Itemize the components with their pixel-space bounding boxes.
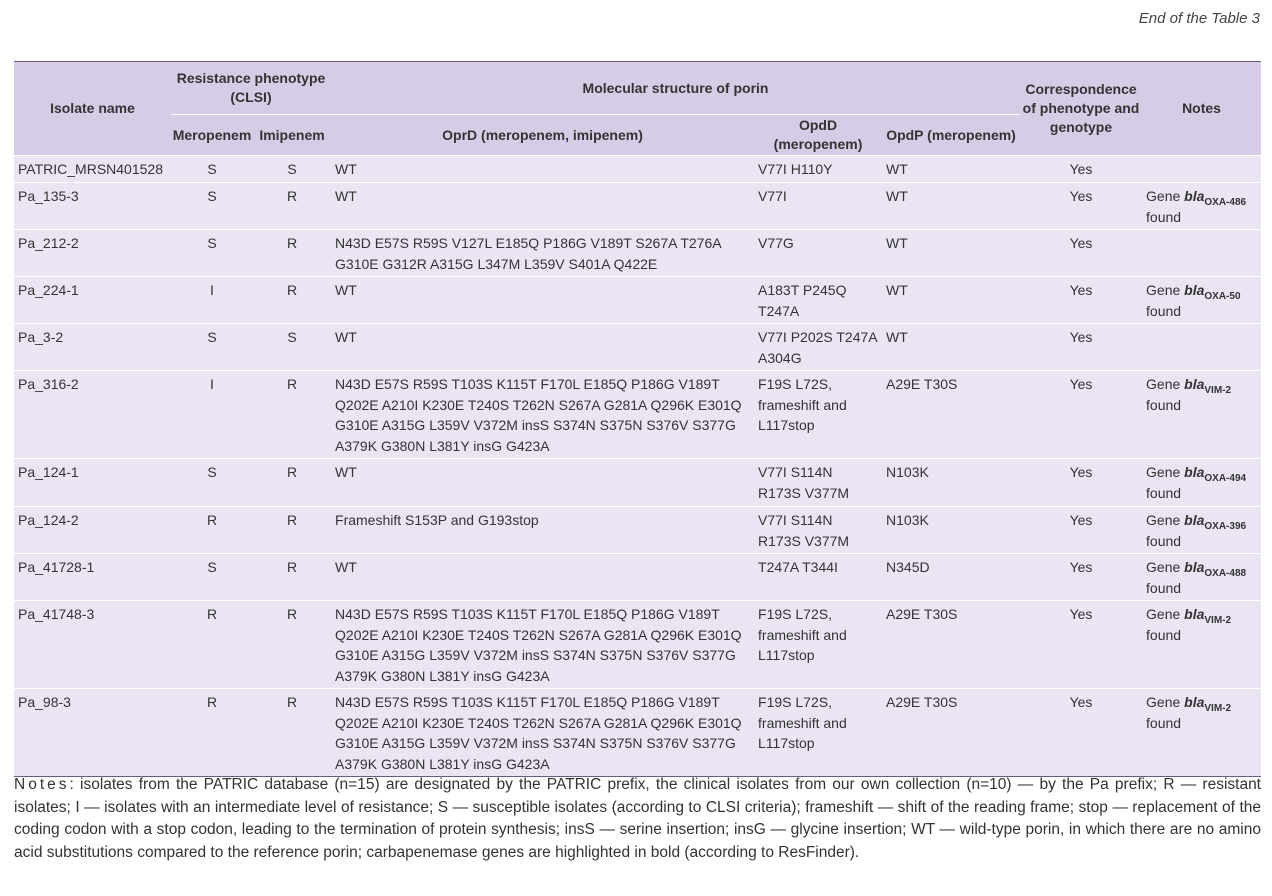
table-container — [14, 61, 1261, 777]
imipenem-cell: R — [286, 376, 298, 392]
gene-variant: VIM-2 — [1204, 615, 1232, 626]
header-opdp: OpdP (meropenem) — [882, 115, 1020, 156]
gene-found: found — [1146, 714, 1182, 731]
meropenem-cell: S — [207, 161, 217, 177]
oprd-cell: N43D E57S R59S V127L E185Q P186G V189T S267A T276A G310E G312R A315G L347M L359V S401A Q422E — [335, 235, 721, 272]
correspondence-cell: Yes — [1069, 161, 1093, 177]
gene-prefix: Gene — [1146, 694, 1185, 710]
gene-found: found — [1146, 626, 1182, 643]
correspondence-cell: Yes — [1069, 464, 1093, 480]
notes-cell — [1142, 554, 1261, 601]
oprd-cell: WT — [335, 161, 357, 177]
imipenem-cell: R — [286, 694, 298, 710]
notes-label: Notes — [14, 776, 70, 793]
correspondence-cell: Yes — [1069, 606, 1093, 622]
opdp-cell: WT — [886, 329, 908, 345]
meropenem-cell: S — [207, 559, 217, 575]
notes-cell — [1142, 371, 1261, 459]
oprd-cell: WT — [335, 329, 357, 345]
oprd-cell: N43D E57S R59S T103S K115T F170L E185Q P186G V189T Q202E A210I K230E T240S T262N S267A G281A Q296K E301Q G310E A315G L359V V372M insS S374N S375N S376V S377G A379K G380N L381Y insG G423A — [335, 694, 742, 772]
notes-cell — [1142, 183, 1261, 230]
opdp-cell: N103K — [886, 464, 929, 480]
meropenem-cell: I — [210, 282, 214, 298]
gene-name: bla — [1184, 464, 1205, 480]
table-row — [14, 689, 1261, 777]
oprd-cell: WT — [335, 188, 357, 204]
isolate-name-cell: Pa_124-1 — [18, 464, 79, 480]
opdp-cell: N345D — [886, 559, 930, 575]
isolate-name-cell: Pa_41748-3 — [18, 606, 95, 622]
header-isolate-name: Isolate name — [14, 62, 171, 156]
oprd-cell: WT — [335, 559, 357, 575]
gene-name: bla — [1184, 559, 1205, 575]
table-row — [14, 459, 1261, 507]
imipenem-cell: R — [286, 512, 298, 528]
oprd-cell: WT — [335, 282, 357, 298]
isolate-name-cell: Pa_212-2 — [18, 235, 79, 251]
header-meropenem: Meropenem — [171, 115, 253, 156]
oprd-cell: Frameshift S153P and G193stop — [335, 512, 539, 528]
opdp-cell: WT — [886, 161, 908, 177]
opdp-cell: WT — [886, 235, 908, 251]
header-imipenem: Imipenem — [253, 115, 331, 156]
gene-variant: OXA-50 — [1204, 291, 1241, 302]
gene-prefix: Gene — [1146, 512, 1185, 528]
isolate-name-cell: Pa_98-3 — [18, 694, 71, 710]
correspondence-cell: Yes — [1069, 376, 1093, 392]
table-row — [14, 324, 1261, 371]
correspondence-cell: Yes — [1069, 329, 1093, 345]
gene-name: bla — [1184, 282, 1205, 298]
table-row — [14, 371, 1261, 459]
imipenem-cell: R — [286, 282, 298, 298]
opdp-cell: A29E T30S — [886, 694, 958, 710]
oprd-cell: N43D E57S R59S T103S K115T F170L E185Q P186G V189T Q202E A210I K230E T240S T262N S267A G281A Q296K E301Q G310E A315G L359V V372M insS S374N S375N S376V S377G A379K G380N L381Y insG G423A — [335, 606, 742, 684]
imipenem-cell: R — [286, 559, 298, 575]
gene-found: found — [1146, 484, 1182, 501]
opdp-cell: A29E T30S — [886, 606, 958, 622]
gene-name: bla — [1184, 606, 1205, 622]
gene-found: found — [1146, 302, 1182, 319]
gene-variant: VIM-2 — [1204, 703, 1232, 714]
correspondence-cell: Yes — [1069, 694, 1093, 710]
header-resistance-phenotype: Resistance phenotype (CLSI) — [171, 62, 331, 115]
meropenem-cell: S — [207, 329, 217, 345]
gene-variant: OXA-494 — [1204, 473, 1247, 484]
opdd-cell: F19S L72S, frameshift and L117stop — [758, 376, 847, 433]
header-notes: Notes — [1142, 62, 1261, 156]
meropenem-cell: I — [210, 376, 214, 392]
correspondence-cell: Yes — [1069, 512, 1093, 528]
gene-found: found — [1146, 208, 1182, 225]
gene-prefix: Gene — [1146, 559, 1185, 575]
opdp-cell: WT — [886, 188, 908, 204]
correspondence-cell: Yes — [1069, 559, 1093, 575]
isolate-name-cell: Pa_135-3 — [18, 188, 79, 204]
table-caption: End of the Table 3 — [1138, 10, 1260, 27]
meropenem-cell: S — [207, 188, 217, 204]
table-row — [14, 230, 1261, 277]
gene-prefix: Gene — [1146, 606, 1185, 622]
opdd-cell: V77G — [758, 235, 794, 251]
header-opdd: OpdD (meropenem) — [754, 115, 882, 156]
notes-cell — [1142, 601, 1261, 689]
meropenem-cell: R — [206, 512, 218, 528]
opdp-cell: A29E T30S — [886, 376, 958, 392]
opdd-cell: F19S L72S, frameshift and L117stop — [758, 694, 847, 751]
gene-variant: VIM-2 — [1204, 385, 1232, 396]
opdd-cell: T247A T344I — [758, 559, 838, 575]
notes-cell — [1142, 507, 1261, 554]
opdd-cell: A183T P245Q T247A — [758, 282, 847, 319]
gene-name: bla — [1184, 188, 1205, 204]
table-body — [14, 156, 1261, 777]
isolate-name-cell: PATRIC_MRSN401528 — [18, 161, 163, 177]
isolate-name-cell: Pa_316-2 — [18, 376, 79, 392]
notes-cell — [1142, 156, 1261, 183]
gene-variant: OXA-486 — [1204, 197, 1247, 208]
opdd-cell: V77I S114N R173S V377M — [758, 512, 850, 549]
gene-variant: OXA-488 — [1204, 568, 1247, 579]
gene-variant: OXA-396 — [1204, 521, 1247, 532]
oprd-cell: N43D E57S R59S T103S K115T F170L E185Q P186G V189T Q202E A210I K230E T240S T262N S267A G281A Q296K E301Q G310E A315G L359V V372M insS S374N S375N S376V S377G A379K G380N L381Y insG G423A — [335, 376, 742, 454]
correspondence-cell: Yes — [1069, 188, 1093, 204]
correspondence-cell: Yes — [1069, 235, 1093, 251]
table-row — [14, 554, 1261, 601]
oprd-cell: WT — [335, 464, 357, 480]
gene-name: bla — [1184, 694, 1205, 710]
table-row — [14, 601, 1261, 689]
meropenem-cell: S — [207, 464, 217, 480]
imipenem-cell: R — [286, 235, 298, 251]
isolate-name-cell: Pa_41728-1 — [18, 559, 95, 575]
meropenem-cell: S — [207, 235, 217, 251]
isolate-name-cell: Pa_124-2 — [18, 512, 79, 528]
gene-found: found — [1146, 532, 1182, 549]
gene-prefix: Gene — [1146, 282, 1185, 298]
header-oprd: OprD (meropenem, imipenem) — [331, 115, 754, 156]
gene-found: found — [1146, 396, 1182, 413]
table-row — [14, 183, 1261, 230]
gene-prefix: Gene — [1146, 376, 1185, 392]
porin-table — [14, 61, 1261, 777]
gene-prefix: Gene — [1146, 188, 1185, 204]
meropenem-cell: R — [206, 694, 218, 710]
table-notes — [14, 774, 1261, 864]
gene-name: bla — [1184, 512, 1205, 528]
correspondence-cell: Yes — [1069, 282, 1093, 298]
opdd-cell: V77I H110Y — [758, 161, 833, 177]
imipenem-cell: R — [286, 464, 298, 480]
opdp-cell: N103K — [886, 512, 929, 528]
imipenem-cell: R — [286, 188, 298, 204]
isolate-name-cell: Pa_224-1 — [18, 282, 79, 298]
opdd-cell: F19S L72S, frameshift and L117stop — [758, 606, 847, 663]
notes-cell — [1142, 459, 1261, 507]
imipenem-cell: S — [287, 161, 297, 177]
gene-name: bla — [1184, 376, 1205, 392]
notes-cell — [1142, 689, 1261, 777]
isolate-name-cell: Pa_3-2 — [18, 329, 64, 345]
gene-prefix: Gene — [1146, 464, 1185, 480]
gene-found: found — [1146, 579, 1182, 596]
opdd-cell: V77I S114N R173S V377M — [758, 464, 850, 501]
imipenem-cell: R — [286, 606, 298, 622]
opdp-cell: WT — [886, 282, 908, 298]
notes-text: : isolates from the PATRIC database (n=15) are designated by the PATRIC prefix, the clinical isolates from our own collection (n=10) — by the Pa prefix; R — resistant isolates; I — isolates with an intermediate level of resistance; S — susceptible isolates (according to CLSI criteria); frameshift — shift of the reading frame; stop — replacement of the coding codon with a stop codon, leading to the termination of protein synthesis; insS — serine insertion; insG — glycine insertion; WT — wild-type porin, in which there are no amino acid substitutions compared to the reference porin; carbapenemase genes are highlighted in bold (according to ResFinder). — [14, 776, 1261, 861]
notes-cell — [1142, 277, 1261, 324]
imipenem-cell: S — [287, 329, 297, 345]
table-row — [14, 507, 1261, 554]
table-row — [14, 156, 1261, 183]
header-correspondence: Correspondence of phenotype and genotype — [1020, 62, 1142, 156]
notes-cell — [1142, 324, 1261, 371]
notes-cell — [1142, 230, 1261, 277]
opdd-cell: V77I P202S T247A A304G — [758, 329, 877, 366]
table-row — [14, 277, 1261, 324]
opdd-cell: V77I — [758, 188, 787, 204]
header-molecular-structure: Molecular structure of porin — [331, 62, 1020, 115]
meropenem-cell: R — [206, 606, 218, 622]
